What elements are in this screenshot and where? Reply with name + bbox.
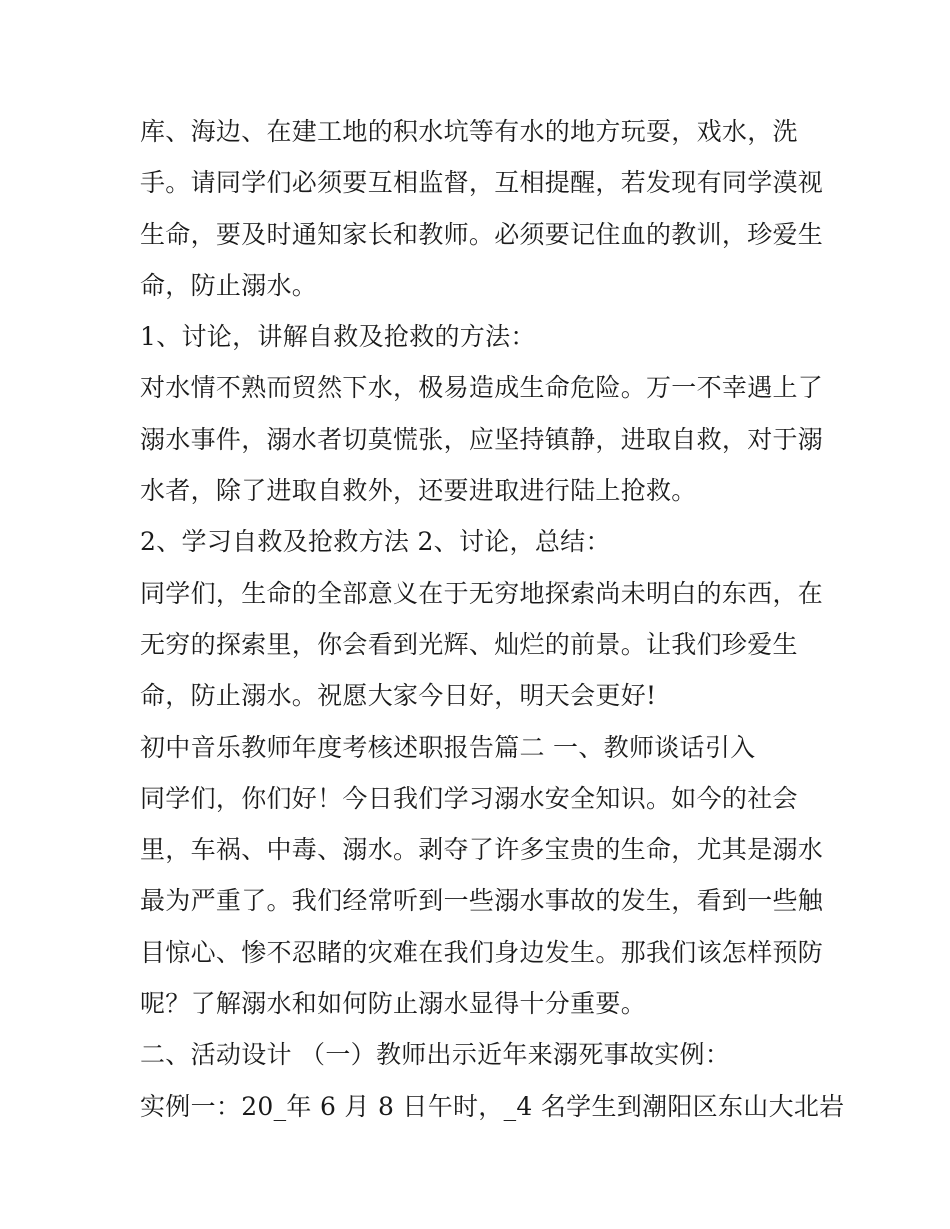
text-line: 手。请同学们必须要互相监督，互相提醒，若发现有同学漠视 bbox=[140, 168, 824, 198]
text-line: 命，防止溺水。祝愿大家今日好，明天会更好! bbox=[140, 681, 657, 711]
text-line: 库、海边、在建工地的积水坑等有水的地方玩耍，戏水，洗 bbox=[140, 117, 798, 146]
section-heading: 初中音乐教师年度考核述职报告篇二 一、教师谈话引入 bbox=[140, 732, 756, 762]
section-heading: 1、讨论，讲解自救及抢救的方法： bbox=[140, 322, 536, 352]
text-line: 生命，要及时通知家长和教师。必须要记住血的教训，珍爱生 bbox=[140, 219, 824, 249]
text-line: 无穷的探索里，你会看到光辉、灿烂的前景。让我们珍爱生 bbox=[140, 629, 798, 659]
text-line: 呢？了解溺水和如何防止溺水显得十分重要。 bbox=[140, 989, 647, 1019]
document-body bbox=[140, 106, 845, 1132]
text-line: 命，防止溺水。 bbox=[140, 270, 318, 300]
text-line: 对水情不熟而贸然下水，极易造成生命危险。万一不幸遇上了 bbox=[140, 373, 824, 403]
text-line: 水者，除了进取自救外，还要进取进行陆上抢救。 bbox=[140, 476, 697, 506]
text-line: 里，车祸、中毒、溺水。剥夺了许多宝贵的生命，尤其是溺水 bbox=[140, 835, 824, 865]
text-line: 同学们，生命的全部意义在于无穷地探索尚未明白的东西，在 bbox=[140, 578, 824, 608]
text-line: 溺水事件，溺水者切莫慌张，应坚持镇静，进取自救，对于溺 bbox=[140, 424, 824, 454]
text-line: 同学们，你们好！今日我们学习溺水安全知识。如今的社会 bbox=[140, 783, 798, 813]
text-line: 目惊心、惨不忍睹的灾难在我们身边发生。那我们该怎样预防 bbox=[140, 937, 824, 967]
text-line: 最为严重了。我们经常听到一些溺水事故的发生，看到一些触 bbox=[140, 886, 824, 916]
section-heading: 2、学习自救及抢救方法 2、讨论，总结： bbox=[140, 527, 611, 557]
text-line: 实例一：20_年 6 月 8 日午时，_4 名学生到潮阳区东山大北岩 bbox=[140, 1091, 845, 1121]
section-heading: 二、活动设计 （一）教师出示近年来溺死事故实例： bbox=[140, 1040, 731, 1070]
